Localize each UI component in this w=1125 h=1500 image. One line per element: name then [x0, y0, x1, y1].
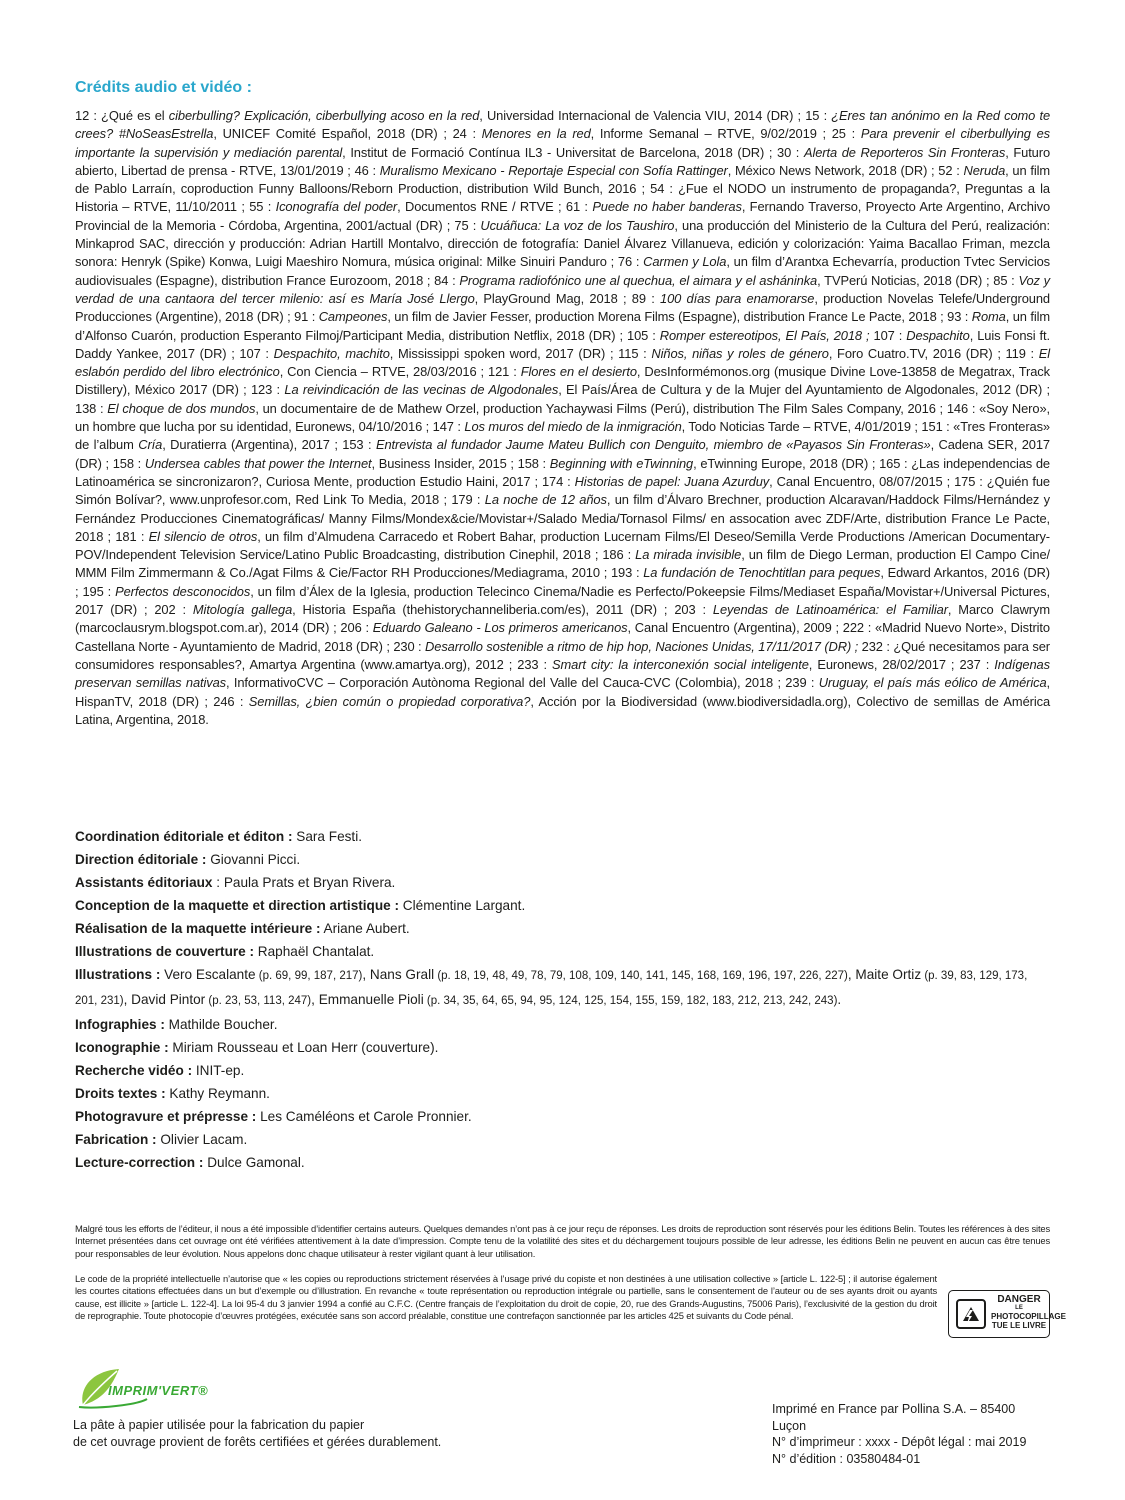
- staff-row: [75, 1036, 1050, 1059]
- credit-text-segment: , production Novelas Telefe/Underground Producciones (Argentine), 2018 (DR) ; 91 :: [75, 290, 1050, 325]
- staff-person: Dulce Gamonal.: [203, 1155, 305, 1170]
- danger-line-3: PHOTOCOPILLAGE: [991, 1312, 1066, 1321]
- credit-text-segment: , Historia España (thehistorychanneliberia.com/es), 2011 (DR) ; 203 :: [292, 602, 713, 618]
- staff-row: [75, 848, 1050, 871]
- credit-text-segment: , Informe Semanal – RTVE, 9/02/2019 ; 25 :: [590, 126, 861, 142]
- staff-role: Droits textes :: [75, 1086, 166, 1101]
- staff-role: Infographies :: [75, 1017, 165, 1032]
- credit-work-title: Menores en la red: [481, 126, 591, 142]
- staff-role: Illustrations :: [75, 967, 161, 982]
- credit-work-title: La reivindicación de las vecinas de Algodonales: [284, 382, 559, 398]
- staff-role: Fabrication :: [75, 1132, 157, 1147]
- imprimvert-logo-text: IMPRIM'VERT®: [108, 1383, 209, 1398]
- credit-work-title: Programa radiofónico une al quechua, el aimara y el asháninka: [459, 272, 818, 288]
- credit-text-segment: , México News Network, 2018 (DR) ; 52 :: [727, 162, 964, 178]
- book-copy-icon: [954, 1297, 988, 1331]
- credit-work-title: Indígenas preservan semillas nativas: [75, 656, 1050, 691]
- staff-row: [75, 871, 1050, 894]
- credit-work-title: Puede no haber banderas: [592, 199, 742, 215]
- credit-work-title: Flores en el desierto: [520, 364, 637, 380]
- credit-work-title: Entrevista al fundador Jaume Mateu Bullich con Denguito, miembro de «Payasos Sin Fronteras»: [375, 437, 931, 453]
- danger-line-4: TUE LE LIVRE: [991, 1321, 1047, 1330]
- illustrator-pages: (p. 34, 35, 64, 65, 94, 95, 124, 125, 154, 155, 159, 182, 183, 212, 213, 242, 243): [423, 995, 838, 1007]
- staff-person: Kathy Reymann.: [165, 1086, 270, 1101]
- staff-row: [75, 917, 1050, 940]
- illustrator-pages: (p. 18, 19, 48, 49, 78, 79, 108, 109, 140, 141, 145, 168, 169, 196, 197, 226, 227): [434, 970, 848, 982]
- staff-row: [75, 1105, 1050, 1128]
- credit-text-segment: , un film d’Álvaro Brechner, production Alcaravan/Haddock Films/Hernández y Fernández Producciones Cinematográficas/ Manny Films/Mondex&cie/Movistar+/Salado Media/Tornasol Films/ en assocation avec ZDF/Arte, distribution France Le Pacte, 2018 ; 181 :: [75, 492, 1051, 544]
- staff-person: Clémentine Largant.: [399, 898, 526, 913]
- illustrator-name: Nans Grall: [366, 967, 435, 982]
- credit-text-segment: , un documentaire de de Mathew Orzel, production Yachaywasi Films (Perú), distribution The Film Sales Company, 2016 ; 146 : «Soy Nero», un hombre que lucha por su identidad, Euronews, 04/10/2016 ; 147 :: [75, 400, 1050, 435]
- staff-row: [75, 1151, 1050, 1174]
- printer-line-2: N° d’imprimeur : xxxx - Dépôt légal : mai 2019: [772, 1435, 1027, 1449]
- credit-text-segment: , El País/Área de Cultura y de la Mujer del Ayuntamiento de Algodonales, 2012 (DR) ; 138 :: [75, 382, 1050, 416]
- credit-text-segment: , Edward Arkantos, 2016 (DR) ; 195 :: [75, 565, 1051, 599]
- separator: ,: [847, 967, 852, 982]
- credit-work-title: Mitología gallega: [192, 602, 293, 618]
- staff-person: Miriam Rousseau et Loan Herr (couverture).: [168, 1040, 439, 1055]
- staff-person: Mathilde Boucher.: [164, 1017, 278, 1032]
- credit-text-segment: 232 : ¿Qué necesitamos para ser consumidores responsables?, Amartya Argentina (www.amartya.org), 2012 ; 233 :: [75, 638, 1050, 672]
- credit-work-title: Despachito: [906, 327, 970, 343]
- credit-text-segment: , Marco Clawrym (marcoclausrym.blogspot.com.ar), 2014 (DR) ; 206 :: [75, 602, 1050, 636]
- credit-work-title: La mirada invisible: [635, 547, 742, 563]
- credit-work-title: Historias de papel: Juana Azurduy: [574, 473, 770, 489]
- credit-text-segment: , Institut de Formació Contínua IL3 - Universitat de Barcelona, 2018 (DR) ; 30 :: [342, 144, 804, 160]
- paper-note-line-1: La pâte à papier utilisée pour la fabrication du papier: [73, 1418, 365, 1432]
- credit-text-segment: , un film d’Álex de la Iglesia, production Telecinco Cinema/Nadie es Perfecto/Pokeepsie Films/Mediaset España/Movistar+/Universal Pictures, 2017 (DR) ; 202 :: [75, 583, 1050, 618]
- credit-work-title: Muralismo Mexicano - Reportaje Especial con Sofía Rattinger: [379, 162, 728, 178]
- credit-text-segment: , eTwinning Europe, 2018 (DR) ; 165 : ¿Las independencias de Latinoamérica se sincronizaron?, Curiosa Mente, production Estudio Haini, 2017 ; 174 :: [75, 455, 1050, 489]
- staff-row: [75, 1059, 1050, 1082]
- credit-work-title: Perfectos desconocidos: [115, 583, 251, 599]
- staff-role: Conception de la maquette et direction artistique :: [75, 898, 400, 913]
- credit-text-segment: , Foro Cuatro.TV, 2016 (DR) ; 119 :: [828, 345, 1039, 361]
- credit-text-segment: , un film de Pablo Larraín, coproduction Funny Balloons/Reborn Production, distribution Wild Bunch, 2016 ; 54 : ¿Fue el NODO un instrumento de propaganda?, Preguntas a la Historia – RTVE, 11/10/2011 ; 55 :: [75, 162, 1050, 215]
- paper-note-line-2: de cet ouvrage provient de forêts certifiées et gérées durablement.: [73, 1434, 442, 1449]
- staff-person: INIT-ep.: [192, 1063, 245, 1078]
- credit-work-title: Roma: [971, 309, 1006, 325]
- credit-work-title: El choque de dos mundos: [107, 400, 256, 416]
- credit-text-segment: , Duratierra (Argentina), 2017 ; 153 :: [162, 437, 376, 453]
- credit-text-segment: , Acción por la Biodiversidad (www.biodiversidadla.org), Colectivo de semillas de América Latina, Argentina, 2018.: [75, 693, 1051, 727]
- illustrator-name: Maite Ortiz: [851, 967, 922, 982]
- credit-work-title: Niños, niñas y roles de género: [651, 345, 829, 361]
- illustrator-pages: (p. 39, 83, 129, 173, 201, 231): [75, 970, 1028, 1007]
- staff-role: Assistants éditoriaux: [75, 875, 213, 890]
- illustrator-name: David Pintor: [127, 992, 206, 1007]
- credit-work-title: El eslabón perdido del libro electrónico: [75, 345, 1051, 380]
- staff-role: Lecture-correction :: [75, 1155, 204, 1170]
- printer-line-3: N° d’édition : 03580484-01: [772, 1451, 921, 1466]
- staff-row: [75, 940, 1050, 963]
- credit-text-segment: , InformativoCVC – Corporación Autònoma Regional del Valle del Cauca-CVC (Colombia), 2018 ; 239 :: [226, 675, 819, 691]
- staff-role: Recherche vidéo :: [75, 1063, 193, 1078]
- paper-note: [73, 1417, 441, 1450]
- staff-list: [75, 825, 1050, 1174]
- credit-text-segment: , Fernando Traverso, Proyecto Arte Argentino, Archivo Provincial de la Memoria - Córdoba, Argentina, 2001/actual (DR) ; 75 :: [75, 199, 1051, 233]
- credits-text: [75, 107, 1050, 729]
- credit-text-segment: 12 : ¿Qué es el: [75, 108, 169, 123]
- credit-work-title: Uruguay, el país más eólico de América: [818, 675, 1047, 691]
- credit-work-title: La fundación de Tenochtitlan para peques: [643, 565, 881, 581]
- danger-line-2: LE: [1015, 1305, 1023, 1311]
- credit-work-title: Neruda: [963, 162, 1006, 178]
- credit-work-title: Alerta de Reporteros Sin Fronteras: [803, 144, 1006, 160]
- staff-role: Photogravure et prépresse :: [75, 1109, 257, 1124]
- credit-work-title: Cría: [138, 437, 163, 453]
- staff-person: Raphaël Chantalat.: [254, 944, 375, 959]
- separator: ,: [362, 967, 367, 982]
- credit-work-title: 100 días para enamorarse: [660, 290, 815, 306]
- credit-text-segment: , Canal Encuentro (Argentina), 2009 ; 222 : «Madrid Nuevo Norte», Distrito Castellana Norte - Ayuntamiento de Madrid, 2018 (DR) ; 230 :: [75, 620, 1050, 654]
- danger-label: [991, 1294, 1066, 1330]
- staff-row: [75, 1013, 1050, 1036]
- credit-text-segment: , UNICEF Comité Español, 2018 (DR) ; 24 :: [213, 126, 482, 142]
- credit-text-segment: , una producción del Ministerio de la Cultura del Perú, realización: Minkaprod SAC, dirección y producción: Adrian Hartill Montalvo, dirección de fotografía: Daniel Álvarez Villanueva, edición y colorización: Yaima Bacallao Friman, mezcla sonora: Henryk (Spike) Konwa, Luigi Maeshiro Nomura, música original: Milke Sinuiri Panduro ; 76 :: [75, 217, 1050, 270]
- illustrator-name: Emmanuelle Pioli: [314, 992, 424, 1007]
- credit-text-segment: , Futuro abierto, Libertad de prensa - RTVE, 13/01/2019 ; 46 :: [75, 144, 1051, 178]
- staff-row: [75, 894, 1050, 917]
- credit-text-segment: , HispanTV, 2018 (DR) ; 246 :: [75, 675, 1050, 709]
- credit-text-segment: , Documentos RNE / RTVE ; 61 :: [397, 199, 593, 215]
- credit-text-segment: , Con Ciencia – RTVE, 28/03/2016 ; 121 :: [279, 364, 521, 380]
- separator: ,: [311, 992, 315, 1007]
- credit-text-segment: , Luis Fonsi ft. Daddy Yankee, 2017 (DR) ; 107 :: [75, 327, 1050, 361]
- printer-info: [772, 1401, 1050, 1467]
- staff-person: Les Caméléons et Carole Pronnier.: [256, 1109, 472, 1124]
- credit-work-title: El silencio de otros: [148, 528, 258, 544]
- staff-role: Direction éditoriale :: [75, 852, 207, 867]
- credit-work-title: ciberbulling? Explicación, ciberbullying acoso en la red: [168, 108, 480, 123]
- credit-work-title: ¿Eres tan anónimo en la Red como te crees? #NoSeasEstrella: [75, 108, 1051, 142]
- illustrator-pages: (p. 23, 53, 113, 247): [205, 995, 312, 1007]
- staff-person: Olivier Lacam.: [156, 1132, 248, 1147]
- legal-notice: Malgré tous les efforts de l’éditeur, il nous a été impossible d’identifier certains auteurs. Quelques demandes n’ont pas à ce jour reçu de réponses. Les droits de reproduction sont réservés pour les éditions Belin. Toutes les références à des sites Internet présentées dans cet ouvrage ont été vérifiées attentivement à la date d’impression. Compte tenu de la volatilité des sites et du déchargement toujours possible de leur adresse, les éditions Belin ne peuvent en aucun cas être tenues pour responsables de leur évolution. Nous appelons donc chaque utilisateur à rester vigilant quant à leur utilisation.: [75, 1223, 1050, 1259]
- credit-text-segment: , TVPerú Noticias, 2018 (DR) ; 85 :: [817, 272, 1019, 288]
- separator: .: [837, 992, 842, 1007]
- staff-role: Coordination éditoriale et éditon :: [75, 829, 293, 844]
- staff-row: [75, 1128, 1050, 1151]
- credit-work-title: La noche de 12 años: [484, 492, 607, 508]
- separator: ,: [123, 992, 128, 1007]
- staff-role: Réalisation de la maquette intérieure :: [75, 921, 321, 936]
- credit-work-title: Carmen y Lola: [643, 254, 727, 270]
- staff-role: Illustrations de couverture :: [75, 944, 255, 959]
- credit-text-segment: , Mississippi spoken word, 2017 (DR) ; 115 :: [389, 345, 652, 361]
- printer-line-1: Imprimé en France par Pollina S.A. – 85400 Luçon: [772, 1402, 1016, 1433]
- credit-work-title: Beginning with eTwinning: [549, 455, 694, 471]
- credit-text-segment: , Todo Noticias Tarde – RTVE, 4/01/2019 ; 151 : «Tres Fronteras» de l’album: [75, 419, 1051, 453]
- credit-text-segment: , DesInformémonos.org (musique Divine Love-13858 de Megatrax, Track Distillery), México 2017 (DR) ; 123 :: [75, 364, 1050, 398]
- staff-row: [75, 1082, 1050, 1105]
- credit-work-title: Iconografía del poder: [275, 199, 398, 215]
- credit-text-segment: , un film de Javier Fesser, production Morena Films (Espagne), distribution France Le Pacte, 2018 ; 93 :: [387, 309, 972, 325]
- illustrations-row: [75, 963, 1050, 1013]
- credit-work-title: Eduardo Galeano - Los primeros americanos: [372, 620, 628, 636]
- credit-text-segment: , un film de Diego Lerman, production El Campo Cine/ MMM Film Zimmermann & Co./Agat Films & Cie/Factor RH Producciones/Mediagrama, 2010 ; 193 :: [75, 547, 1050, 581]
- copyright-notice: Le code de la propriété intellectuelle n’autorise que « les copies ou reproductions strictement réservées à l’usage privé du copiste et non destinées à une utilisation collective » [article L. 122-5] ; il autorise également les courtes citations effectuées dans un but d’exemple ou d’illustration. En revanche « toute représentation ou reproduction intégrale ou partielle, sans le consentement de l’auteur ou de ses ayants droit ou ayants cause, est illicite » [article L. 122-4]. La loi 95-4 du 3 janvier 1994 a confié au C.F.C. (Centre français de l’exploitation du droit de copie, 20, rue des Grands-Augustins, 75006 Paris), l’exclusivité de la gestion du droit de reprographie. Toute photocopie d’œuvres protégées, exécutée sans son accord préalable, constitue une contrefaçon sanctionnée par les articles 425 et suivants du Code pénal.: [75, 1273, 937, 1321]
- credit-work-title: Desarrollo sostenible a ritmo de hip hop, Naciones Unidas, 17/11/2017 (DR) ;: [425, 638, 859, 654]
- staff-row: [75, 825, 1050, 848]
- staff-person: Ariane Aubert.: [320, 921, 410, 936]
- credit-work-title: Ucuáñuca: La voz de los Taushiro: [480, 217, 675, 233]
- credits-title: Crédits audio et vidéo :: [75, 79, 252, 96]
- credit-text-segment: , Business Insider, 2015 ; 158 :: [371, 455, 550, 471]
- illustrator-pages: (p. 69, 99, 187, 217): [255, 970, 363, 982]
- credit-work-title: Leyendas de Latinoamérica: el Familiar: [712, 602, 948, 618]
- danger-line-1: DANGER: [997, 1294, 1041, 1305]
- credit-text-segment: , un film d’Almudena Carracedo et Robert Bahar, production Lucernam Films/El Deseo/Semilla Verde Productions /American Documentary-POV/Independent Television Service/Latino Public Broadcasting, distribution Cinephil, 2018 ; 186 :: [75, 528, 1050, 563]
- staff-person: : Paula Prats et Bryan Rivera.: [212, 875, 396, 890]
- staff-person: Sara Festi.: [292, 829, 363, 844]
- credit-text-segment: , un film d’Arantxa Echevarría, production Tvtec Servicios audiovisuales (Espagne), distribution France Eurozoom, 2018 ; 84 :: [75, 254, 1051, 288]
- credit-text-segment: , Canal Encuentro, 08/07/2015 ; 175 : ¿Quién fue Simón Bolívar?, www.unprofesor.com, Red Link To Media, 2018 ; 179 :: [75, 473, 1050, 508]
- staff-person: Giovanni Picci.: [206, 852, 301, 867]
- staff-role: Iconographie :: [75, 1040, 169, 1055]
- credit-text-segment: , Euronews, 28/02/2017 ; 237 :: [808, 656, 995, 672]
- credit-text-segment: , un film d’Alfonso Cuarón, production Esperanto Filmoj/Participant Media, distribution Netflix, 2018 (DR) ; 105 :: [75, 309, 1050, 343]
- credit-work-title: Undersea cables that power the Internet: [144, 455, 372, 471]
- danger-photocopillage-badge: [948, 1290, 1066, 1338]
- credit-text-segment: 107 :: [869, 327, 907, 343]
- credit-work-title: Los muros del miedo de la inmigración: [464, 419, 682, 435]
- credit-work-title: Smart city: la interconexión social inteligente: [552, 656, 809, 672]
- credit-text-segment: , PlayGround Mag, 2018 ; 89 :: [474, 290, 661, 306]
- credit-work-title: Para prevenir el ciberbullying es importante la supervisión y mediación parental: [75, 126, 1050, 160]
- credit-work-title: Semillas, ¿bien común o propiedad corporativa?: [248, 693, 531, 709]
- credit-work-title: Romper estereotipos, El País, 2018 ;: [659, 327, 870, 343]
- credit-work-title: Despachito, machito: [273, 345, 390, 361]
- credit-text-segment: , Cadena SER, 2017 (DR) ; 158 :: [75, 437, 1051, 471]
- illustrator-name: Vero Escalante: [160, 967, 256, 982]
- credit-work-title: Voz y verdad de una cantaora del tercer milenio: así es María José Llergo: [75, 272, 1051, 306]
- credit-work-title: Campeones: [318, 309, 388, 325]
- credit-text-segment: , Universidad Internacional de Valencia VIU, 2014 (DR) ; 15 :: [479, 108, 832, 123]
